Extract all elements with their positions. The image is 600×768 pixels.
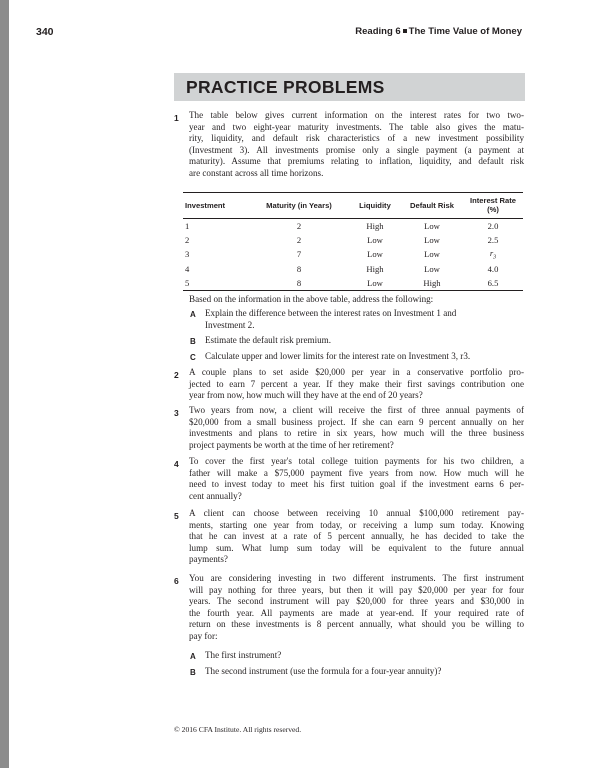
text-line: ments, starting one year from today, or receiving a lump sum today. Knowing [189,519,524,530]
text-line: lump sum. What lump sum today will be equivalent to the future annual [189,542,524,553]
table-cell: High [366,221,384,232]
table-header-row [183,193,523,219]
table-cell: 5 [183,276,249,291]
question-2-text [189,367,524,402]
text-line: You are considering investing in two different instruments. The first instrument [189,573,524,583]
table-cell: Low [367,235,383,246]
text-line: Investment 2. [205,319,255,330]
part-letter: A [190,310,196,319]
table-cell: 3 [185,249,190,260]
question-6-part-a [205,650,520,662]
table-cell: 2 [185,235,190,246]
part-letter: B [190,668,196,677]
text-line: Calculate upper and lower limits for the interest rate on Investment 3, r3. [205,351,471,361]
section-title: PRACTICE PROBLEMS [186,77,385,97]
text-line: father will make a $75,000 payment five years from now. How much will he [189,467,524,478]
interest-rate-table [183,192,523,291]
table-cell: 2.0 [487,221,499,232]
question-1-part-c [205,351,520,363]
table-cell: 2.5 [487,235,499,246]
text-line: The second instrument (use the formula for a four-year annuity)? [205,666,442,676]
page-number: 340 [36,26,54,38]
question-6-text [189,573,524,643]
text-line: jected to earn 7 percent a year. If they make their first savings contribution one [189,378,524,389]
question-3-text [189,405,524,451]
question-1-text [189,110,524,180]
table-cell: High [401,276,463,291]
text-line: The table below gives current information on the interest rates for two two- [189,110,524,120]
square-bullet-icon [403,29,407,33]
text-line: pay for: [189,630,218,641]
table-cell: 7 [296,249,302,260]
table-cell: 1 [185,221,190,232]
text-line: year from now, how much will they have at the end of 20 years? [189,390,423,401]
reading-title: The Time Value of Money [408,26,522,37]
table-cell [463,247,523,261]
text-line: A couple plans to set aside $20,000 per year in a conservative portfolio pro- [189,367,524,377]
text-line: return on these investments is 8 percent annually, what should you be willing to [189,619,524,630]
text-line: A client can choose between receiving 10 annual $100,000 retirement pay- [189,508,524,518]
table-cell: Low [424,249,440,260]
question-number: 2 [174,370,179,380]
table-cell: 8 [249,276,349,291]
table-cell: 6.5 [463,276,523,291]
copyright-footer: © 2016 CFA Institute. All rights reserved. [174,725,302,734]
question-number: 4 [174,459,179,469]
table-cell: 8 [296,263,302,274]
question-number: 5 [174,511,179,521]
text-line: need to invest today to meet his first tuition goal if the investment earns 6 per- [189,479,524,490]
table-cell: Low [424,263,440,274]
text-line: To cover the first year's total college tuition payments for his two children, a [189,456,524,466]
text-line: rity, liquidity, and default risk characteristics of a new investment possibility [189,133,524,144]
text-line: investments and plans to retire in six years, how much will the three business [189,428,524,439]
text-line: year and two eight-year maturity investments. The table also gives the matu- [189,121,524,132]
column-header: Investment [183,193,249,219]
question-number: 3 [174,408,179,418]
table-cell: Low [424,221,440,232]
table-row [183,233,523,247]
question-4-text [189,456,524,502]
part-letter: C [190,353,196,362]
text-line: cent annually? [189,490,242,501]
page-edge-bar [0,0,9,768]
reading-label: Reading 6 [355,26,401,37]
text-line: Estimate the default risk premium. [205,335,332,345]
column-header: Default Risk [401,193,463,219]
text-line: are constant across all time horizons. [189,167,324,178]
table-row [183,276,523,291]
text-line: Two years from now, a client will receive the first of three annual payments of [189,405,524,415]
text-line: The first instrument? [205,650,282,660]
question-5-text [189,508,524,566]
text-line: years. The second instrument will pay $20,000 for three years and $30,000 in [189,596,524,607]
table-cell: High [366,263,384,274]
table-row [183,247,523,261]
r3-symbol: $r_3$ [489,248,497,261]
table-cell: 2 [296,221,302,232]
question-1-part-a [205,308,520,331]
column-header: Maturity (in Years) [249,193,349,219]
text-line: project payments be worth at the time of her retirement? [189,439,394,450]
question-number: 6 [174,576,179,586]
question-1-followup [189,294,524,306]
text-line: maturity). Assume that premiums relating to inflation, liquidity, and default risk [189,156,524,167]
text-line: Based on the information in the above table, address the following: [189,294,434,304]
part-letter: B [190,337,196,346]
table-row [183,219,523,234]
table-cell: 4.0 [487,263,499,274]
text-line: payments? [189,554,228,565]
text-line: $20,000 from a small business project. If she can earn 9 percent annually on her [189,416,524,427]
text-line: Explain the difference between the interest rates on Investment 1 and [205,308,457,318]
question-1-part-b [205,335,520,347]
question-number: 1 [174,113,179,123]
part-letter: A [190,652,196,661]
table-cell: 2 [296,235,302,246]
table-cell: Low [367,249,383,260]
running-header [355,26,522,37]
table-cell: Low [349,276,401,291]
text-line: that he can invest at a rate of 5 percent annually, he has decided to take the [189,531,524,542]
text-line: (Investment 3). All investments promise only a single payment (a payment at [189,144,524,155]
text-line: will pay nothing for three years, but then it will pay $20,000 per year for four [189,584,524,595]
text-line: the fourth year. All payments are made at year-end. If your required rate of [189,607,524,618]
table-row [183,262,523,276]
column-header: Interest Rate (%) [463,193,523,219]
table-cell: Low [424,235,440,246]
table-cell: 4 [185,263,190,274]
question-6-part-b [205,666,520,678]
column-header: Liquidity [349,193,401,219]
